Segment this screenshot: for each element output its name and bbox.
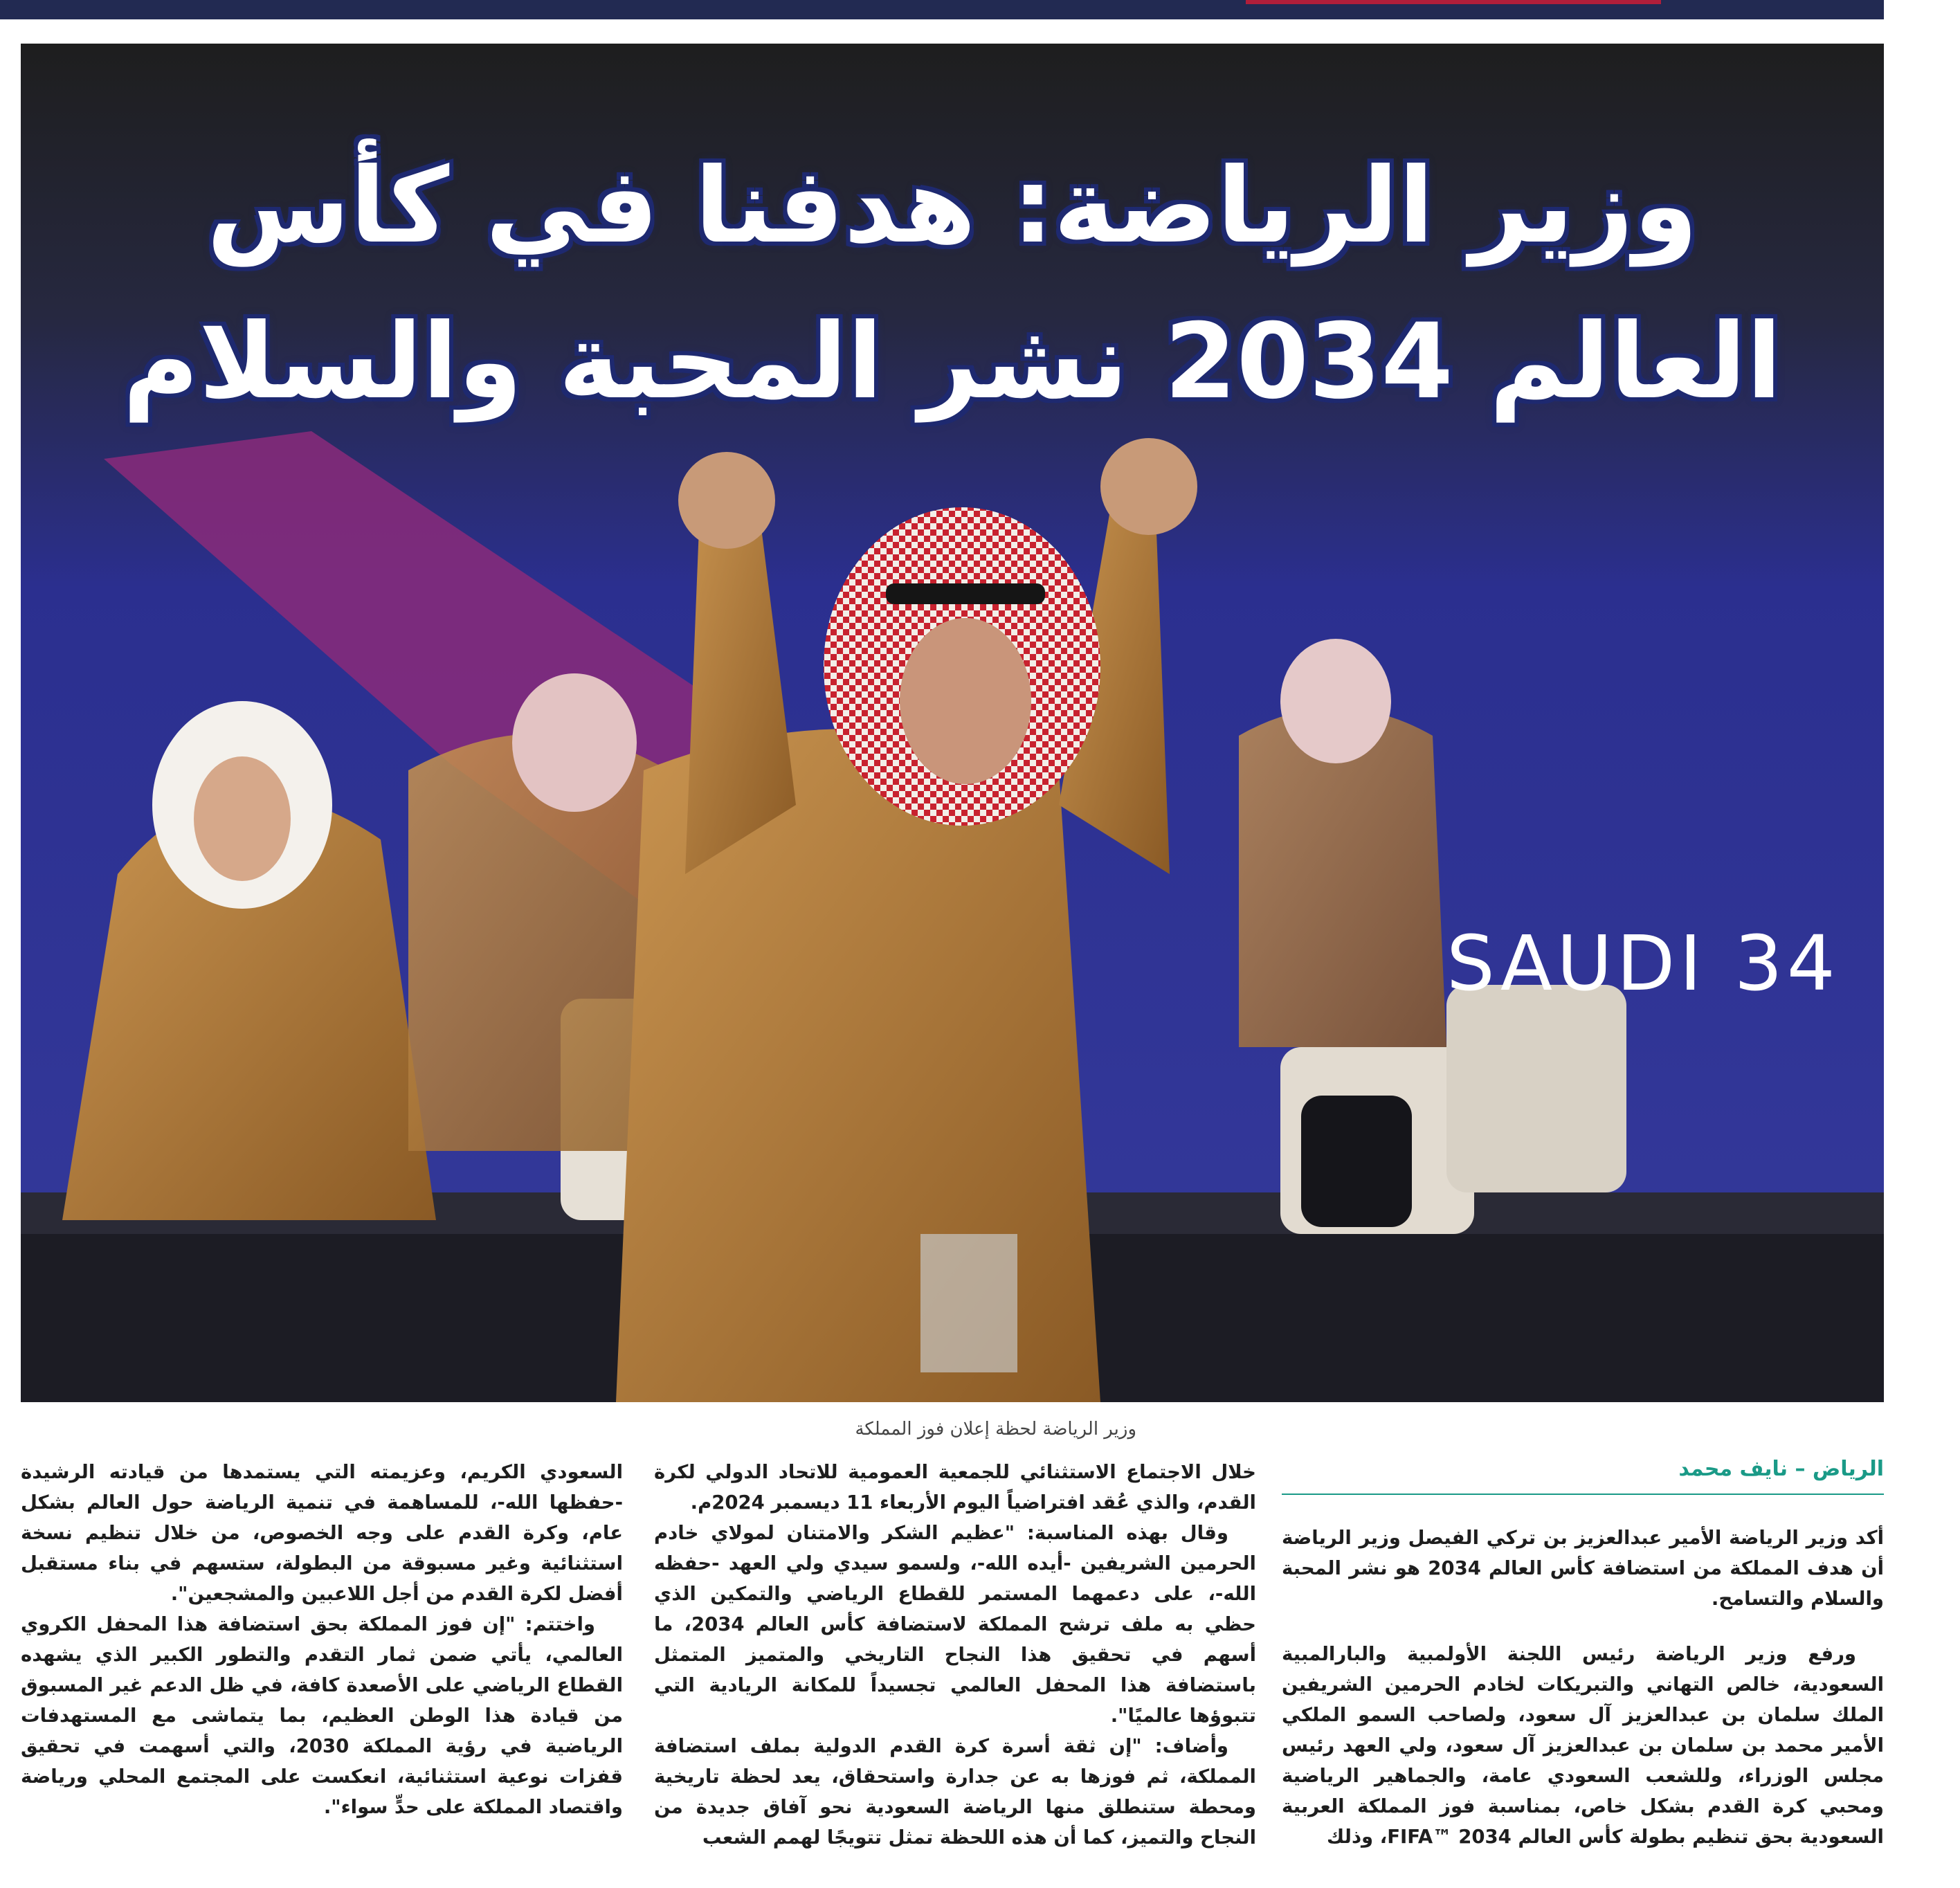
paragraph: واختتم: "إن فوز المملكة بحق استضافة هذا المحفل الكروي العالمي، يأتي ضمن ثمار التقدم والتطور الكبير الذي يشهده القطاع الرياضي على الأصعدة كافة، في ظل الدعم غير المسبوق من قيادة هذا الوطن العظيم، بما يتماشى مع المستهدفات الرياضية في رؤية المملكة 2030، والتي أسهمت في تحقيق قفزات نوعية استثنائية، انعكست على المجتمع المحلي ورياضة واقتصاد المملكة على حدٍّ سواء". [21, 1613, 624, 1818]
paragraph: أكد وزير الرياضة الأمير عبدالعزيز بن تركي الفيصل وزير الرياضة أن هدف المملكة من استضافة كأس العالم 2034 هو نشر المحبة والسلام والتسامح. [1282, 1527, 1885, 1610]
saudi34-banner: SAUDI 34 [1446, 919, 1840, 1008]
lead-photo [21, 44, 1884, 1402]
photo-caption: وزير الرياضة لحظة إعلان فوز المملكة [855, 1419, 1136, 1440]
paragraph: السعودي الكريم، وعزيمته التي يستمدها من قيادته الرشيدة -حفظها الله-، للمساهمة في تنمية الرياضة حول العالم بشكل عام، وكرة القدم على وجه الخصوص، من خلال تنظيم نسخة استثنائية وغير مسبوقة من البطولة، ستسهم في بناء مستقبل أفضل لكرة القدم من أجل اللاعبين والمشجعين". [21, 1461, 623, 1605]
headline-line-1: وزير الرياضة: هدفنا في كأس [206, 146, 1698, 266]
paragraph: ورفع وزير الرياضة رئيس اللجنة الأولمبية والبارالمبية السعودية، خالص التهاني والتبريكات لخادم الحرمين الشريفين الملك سلمان بن عبدالعزيز آل سعود، ولصاحب السمو الملكي الأمير محمد بن سلمان بن عبدالعزيز آل سعود، ولي العهد رئيس مجلس الوزراء، وللشعب السعودي عامة، والجماهير الرياضية ومحبي كرة القدم بشكل خاص، بمناسبة فوز المملكة العربية السعودية بحق تنظيم بطولة كأس العالم 2034 ™FIFA، وذلك [1282, 1643, 1884, 1848]
top-bar-accent [1246, 0, 1661, 4]
top-bar [0, 0, 1884, 19]
paragraph: خلال الاجتماع الاستثنائي للجمعية العمومية للاتحاد الدولي لكرة القدم، والذي عُقد افتراضياً اليوم الأربعاء 11 ديسمبر 2024م. [654, 1461, 1256, 1514]
paragraph: وأضاف: "إن ثقة أسرة كرة القدم الدولية بملف استضافة المملكة، ثم فوزها به عن جدارة واستحقاق، يعد لحظة تاريخية ومحطة ستنطلق منها الرياضة السعودية نحو آفاق جديدة من النجاح والتميز، كما أن هذه اللحظة تمثل تتويجًا لهمم الشعب [654, 1735, 1256, 1849]
paragraph: وقال بهذه المناسبة: "عظيم الشكر والامتنان لمولاي خادم الحرمين الشريفين -أيده الله-، ولسمو سيدي ولي العهد -حفظه الله-، على دعمهما المستمر للقطاع الرياضي والتمكين الذي حظي به ملف ترشح المملكة لاستضافة كأس العالم 2034، ما أسهم في تحقيق هذا النجاح التاريخي والمتميز المتمثل باستضافة هذا المحفل العالمي تجسيداً للمكانة الريادية التي تتبوؤها عالميًا". [654, 1522, 1256, 1727]
headline-line-2: العالم 2034 نشر المحبة والسلام [122, 302, 1782, 422]
article-column-1 [1282, 1523, 1884, 1852]
article-column-3 [21, 1457, 623, 1822]
article-column-2 [654, 1457, 1256, 1853]
byline-rule [1282, 1494, 1884, 1495]
byline: الرياض – نايف محمد [1678, 1457, 1884, 1481]
